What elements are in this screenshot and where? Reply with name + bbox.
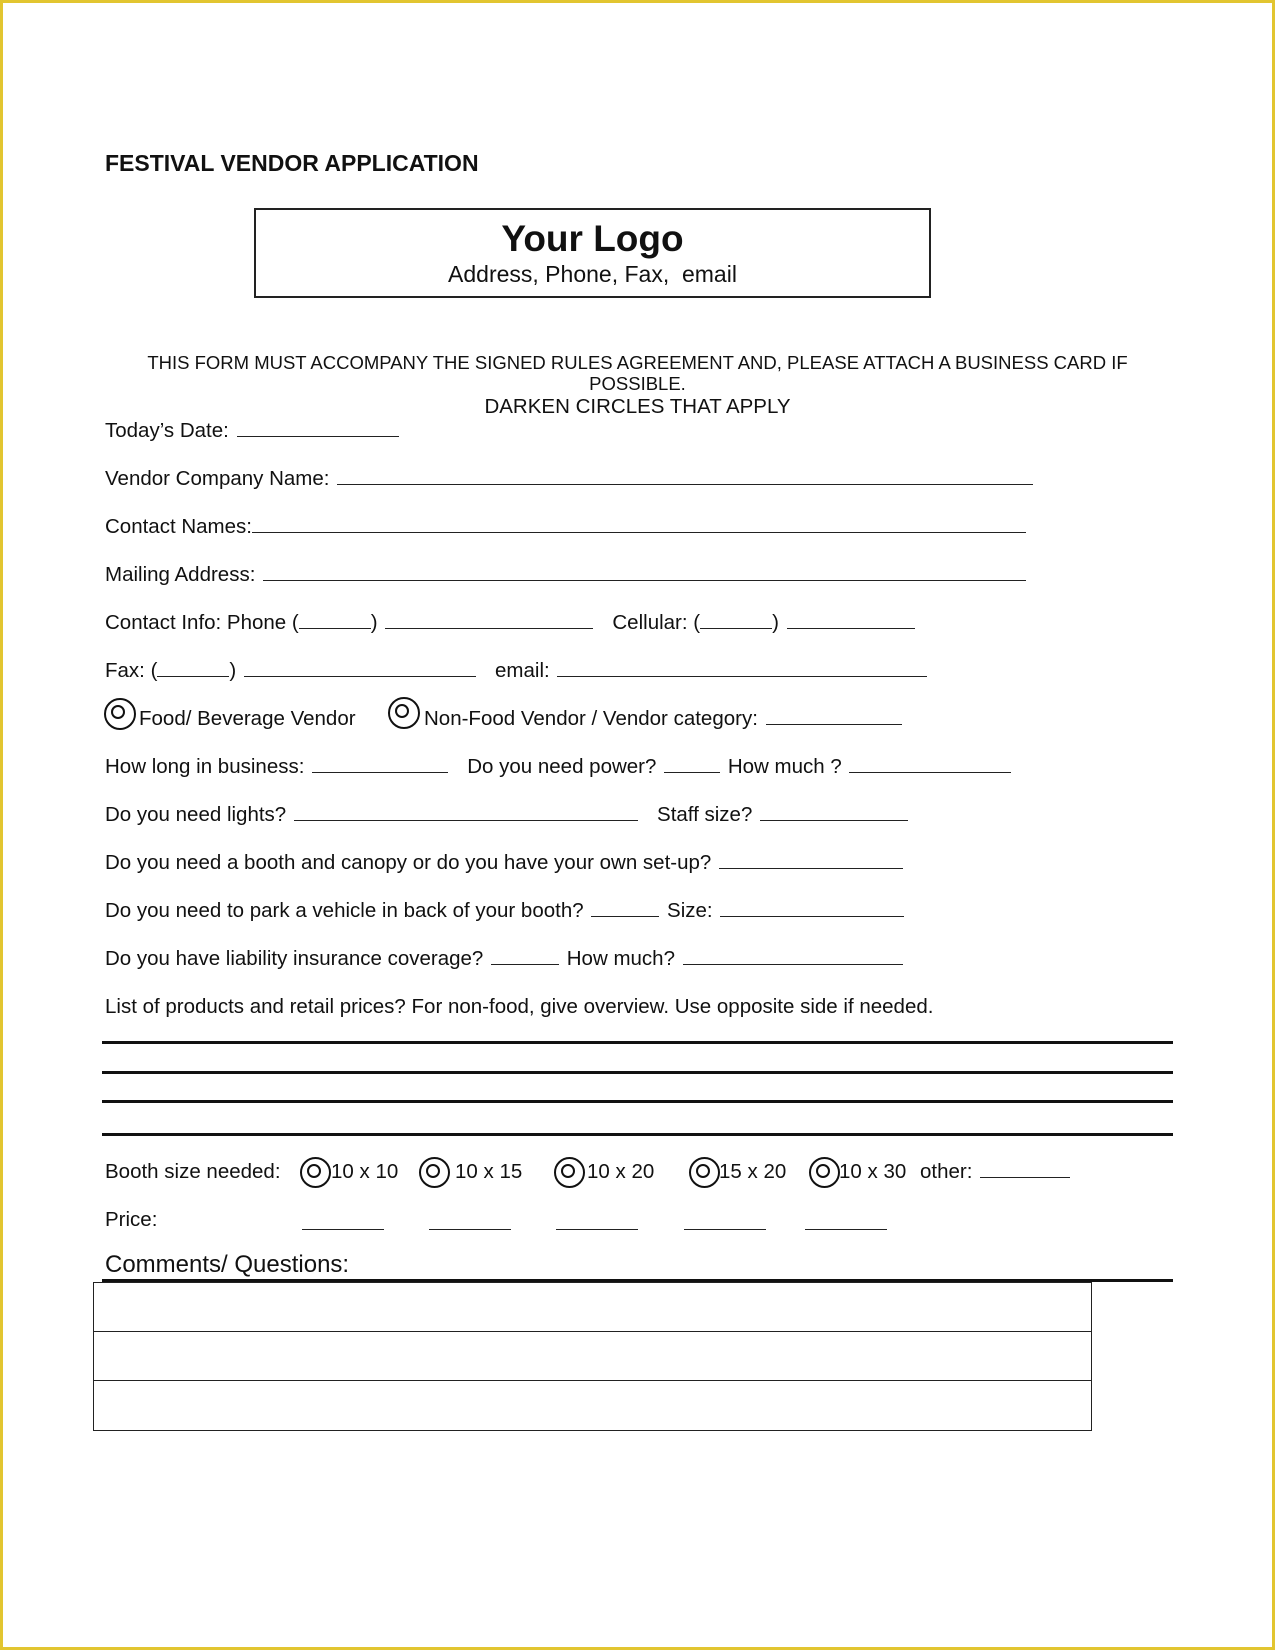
business-power-row	[105, 755, 1013, 779]
staff-size-field[interactable]	[760, 819, 908, 821]
comments-line-2[interactable]	[94, 1332, 1091, 1381]
booth-canopy-label: Do you need a booth and canopy or do you have your own set-up?	[105, 851, 712, 874]
price-field-5[interactable]	[805, 1229, 887, 1230]
liability-label: Do you have liability insurance coverage?	[105, 947, 484, 970]
booth-size-label: Booth size needed:	[105, 1160, 281, 1183]
food-vendor-radio[interactable]	[104, 698, 136, 730]
staff-size-label: Staff size?	[657, 803, 753, 826]
park-vehicle-field[interactable]	[591, 915, 659, 917]
booth-other-row	[920, 1160, 1072, 1184]
products-line-3[interactable]	[102, 1100, 1173, 1103]
liability-how-much-field[interactable]	[683, 963, 903, 965]
todays-date-label: Today’s Date:	[105, 419, 229, 442]
need-power-field[interactable]	[664, 771, 720, 773]
booth-option-radio-1[interactable]	[300, 1157, 331, 1188]
how-much-power-label: How much ?	[727, 755, 842, 778]
mailing-address-label: Mailing Address:	[105, 563, 256, 586]
cellular-label: Cellular:	[612, 611, 688, 634]
comments-line-1[interactable]	[94, 1283, 1091, 1332]
contact-names-label: Contact Names:	[105, 515, 252, 538]
booth-option-radio-4[interactable]	[689, 1157, 720, 1188]
booth-option-label-4: 15 x 20	[719, 1160, 787, 1183]
vendor-category-field[interactable]	[766, 723, 902, 725]
booth-other-field[interactable]	[980, 1176, 1070, 1178]
products-line-1[interactable]	[102, 1041, 1173, 1044]
form-title: FESTIVAL VENDOR APPLICATION	[105, 150, 479, 176]
cellular-field[interactable]	[787, 627, 915, 629]
nonfood-vendor-row	[424, 707, 904, 731]
fax-label: Fax:	[105, 659, 145, 682]
park-vehicle-label: Do you need to park a vehicle in back of your booth?	[105, 899, 584, 922]
need-power-label: Do you need power?	[467, 755, 657, 778]
todays-date-row	[105, 419, 401, 443]
mailing-address-row	[105, 563, 1028, 587]
mailing-address-field[interactable]	[263, 579, 1026, 581]
how-much-power-field[interactable]	[849, 771, 1011, 773]
comments-table	[93, 1282, 1092, 1431]
logo-subtitle: Address, Phone, Fax, email	[448, 261, 737, 287]
booth-option-label-2: 10 x 15	[455, 1160, 523, 1183]
contact-names-field[interactable]	[252, 531, 1026, 533]
todays-date-field[interactable]	[237, 435, 399, 437]
nonfood-vendor-label: Non-Food Vendor / Vendor category:	[424, 707, 758, 730]
products-line-2[interactable]	[102, 1071, 1173, 1074]
fax-field[interactable]	[244, 675, 476, 677]
products-line-4[interactable]	[102, 1133, 1173, 1136]
notice-line-3: DARKEN CIRCLES THAT APPLY	[484, 395, 791, 418]
booth-option-label-5: 10 x 30	[839, 1160, 907, 1183]
logo-box	[254, 208, 931, 298]
food-vendor-label: Food/ Beverage Vendor	[139, 707, 356, 730]
booth-canopy-field[interactable]	[719, 867, 903, 869]
company-name-row	[105, 467, 1035, 491]
comments-label: Comments/ Questions:	[105, 1251, 350, 1278]
company-name-label: Vendor Company Name:	[105, 467, 330, 490]
liability-row	[105, 947, 905, 971]
booth-other-label: other:	[920, 1160, 973, 1183]
lights-staff-row	[105, 803, 910, 827]
notice-line-1: THIS FORM MUST ACCOMPANY THE SIGNED RULES AGREEMENT AND, PLEASE ATTACH A BUSINESS CARD IF	[147, 352, 1128, 373]
need-lights-field[interactable]	[294, 819, 638, 821]
comments-line-3[interactable]	[94, 1381, 1091, 1430]
notice-line-2: POSSIBLE.	[589, 373, 686, 394]
email-field[interactable]	[557, 675, 927, 677]
vehicle-size-field[interactable]	[720, 915, 904, 917]
price-field-3[interactable]	[556, 1229, 638, 1230]
booth-canopy-row	[105, 851, 905, 875]
park-vehicle-row	[105, 899, 906, 923]
liability-how-much-label: How much?	[566, 947, 675, 970]
booth-option-radio-5[interactable]	[809, 1157, 840, 1188]
how-long-field[interactable]	[312, 771, 448, 773]
booth-option-label-1: 10 x 10	[331, 1160, 399, 1183]
price-label: Price:	[105, 1208, 158, 1231]
contact-names-row	[105, 515, 1028, 539]
contact-info-row: Contact Info: Phone ( ) Cellular: ( )	[105, 611, 917, 635]
email-label: email:	[495, 659, 550, 682]
phone-area-code-field[interactable]	[299, 627, 371, 629]
company-name-field[interactable]	[337, 483, 1033, 485]
vehicle-size-label: Size:	[667, 899, 713, 922]
nonfood-vendor-radio[interactable]	[388, 697, 420, 729]
price-field-1[interactable]	[302, 1229, 384, 1230]
fax-row: Fax: ( ) email:	[105, 659, 929, 683]
phone-label: Contact Info: Phone	[105, 611, 287, 634]
need-lights-label: Do you need lights?	[105, 803, 287, 826]
price-field-2[interactable]	[429, 1229, 511, 1230]
cellular-area-code-field[interactable]	[700, 627, 772, 629]
logo-title: Your Logo	[501, 218, 684, 259]
how-long-label: How long in business:	[105, 755, 305, 778]
booth-option-label-3: 10 x 20	[587, 1160, 655, 1183]
phone-field[interactable]	[385, 627, 593, 629]
fax-area-code-field[interactable]	[157, 675, 229, 677]
booth-option-radio-2[interactable]	[419, 1157, 450, 1188]
liability-field[interactable]	[491, 963, 559, 965]
price-field-4[interactable]	[684, 1229, 766, 1230]
products-label: List of products and retail prices? For non-food, give overview. Use opposite side if needed.	[105, 995, 934, 1018]
booth-option-radio-3[interactable]	[554, 1157, 585, 1188]
